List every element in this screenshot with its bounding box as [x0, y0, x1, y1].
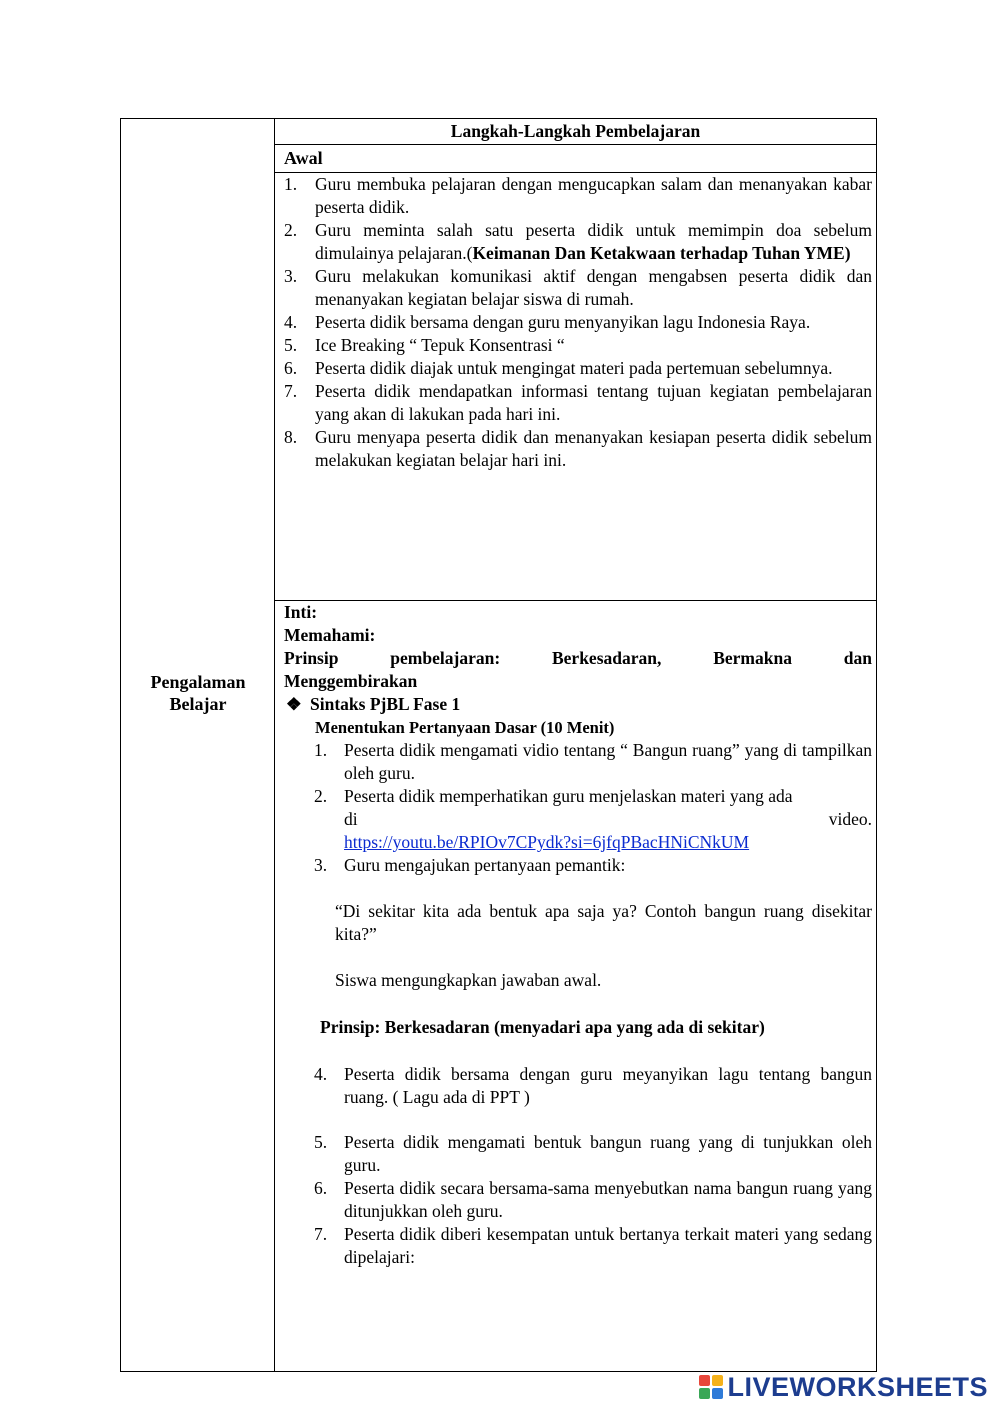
left-label: Pengalaman Belajar [150, 672, 246, 714]
prinsip-line-2: Menggembirakan [284, 671, 418, 691]
table-header: Langkah-Langkah Pembelajaran [275, 119, 876, 145]
video-link[interactable]: https://youtu.be/RPIOv7CPydk?si=6jfqPBacHNiCNkUM [344, 832, 750, 852]
list-item: 4. Peserta didik bersama dengan guru menyanyikan lagu Indonesia Raya. [284, 312, 811, 332]
logo-square-green [699, 1388, 710, 1399]
list-item: 4. Peserta didik bersama dengan guru meyanyikan lagu tentang bangun ruang. ( Lagu ada di PPT ) [314, 1064, 872, 1107]
inti-heading: Inti: [284, 602, 318, 622]
list-item: 6. Peserta didik diajak untuk mengingat materi pada pertemuan sebelumnya. [284, 358, 833, 378]
question-text: “Di sekitar kita ada bentuk apa saja ya? Contoh bangun ruang disekitar kita?” [335, 901, 872, 944]
list-item: 3. Guru melakukan komunikasi aktif dengan mengabsen peserta didik dan menanyakan kegiatan belajar siswa di rumah. [284, 266, 872, 309]
inti-section [275, 601, 876, 1371]
lesson-table [120, 118, 877, 1372]
list-item: 3. Guru mengajukan pertanyaan pemantik: [314, 855, 626, 875]
liveworksheets-logo [699, 1372, 988, 1402]
prinsip-line: Prinsip pembelajaran: Berkesadaran, Bermakna dan [284, 648, 872, 668]
logo-text: LIVEWORKSHEETS [727, 1371, 988, 1402]
list-item: 5. Peserta didik mengamati bentuk bangun ruang yang di tunjukkan oleh guru. [314, 1132, 872, 1175]
logo-square-yellow [712, 1375, 723, 1386]
list-item: 7. Peserta didik diberi kesempatan untuk bertanya terkait materi yang sedang dipelajari: [314, 1224, 872, 1267]
answer-text: Siswa mengungkapkan jawaban awal. [335, 970, 602, 990]
logo-mark-icon [699, 1375, 723, 1399]
list-item: 2. Guru meminta salah satu peserta didik untuk memimpin doa sebelum dimulainya pelajaran.(Keimanan Dan Ketakwaan terhadap Tuhan YME) [284, 220, 872, 263]
logo-square-red [699, 1375, 710, 1386]
list-item: 1. Guru membuka pelajaran dengan mengucapkan salam dan menanyakan kabar peserta didik. [284, 174, 872, 217]
left-column [121, 119, 275, 1371]
list-item: 6. Peserta didik secara bersama-sama menyebutkan nama bangun ruang yang ditunjukkan oleh guru. [314, 1178, 872, 1221]
list-item: 5. Ice Breaking “ Tepuk Konsentrasi “ [284, 335, 565, 355]
diamond-bullet-icon: ❖ [286, 694, 302, 714]
awal-heading: Awal [275, 145, 876, 173]
sintaks-heading: ❖ Sintaks PjBL Fase 1 [286, 694, 461, 714]
memahami-heading: Memahami: [284, 625, 376, 645]
prinsip-berkesadaran: Prinsip: Berkesadaran (menyadari apa yang ada di sekitar) [320, 1017, 765, 1037]
list-item: 1. Peserta didik mengamati vidio tentang “ Bangun ruang” yang di tampilkan oleh guru. [314, 740, 872, 783]
subheading: Menentukan Pertanyaan Dasar (10 Menit) [315, 718, 615, 737]
list-item: 7. Peserta didik mendapatkan informasi tentang tujuan kegiatan pembelajaran yang akan di lakukan pada hari ini. [284, 381, 872, 424]
list-item: 8. Guru menyapa peserta didik dan menanyakan kesiapan peserta didik sebelum melakukan kegiatan belajar hari ini. [284, 427, 872, 470]
list-item: 2. Peserta didik memperhatikan guru menjelaskan materi yang ada di video. https://youtu.be/RPIOv7CPydk?si=6jfqPBacHNiCNkUM [314, 786, 872, 852]
logo-square-blue [712, 1388, 723, 1399]
awal-section [275, 173, 876, 601]
